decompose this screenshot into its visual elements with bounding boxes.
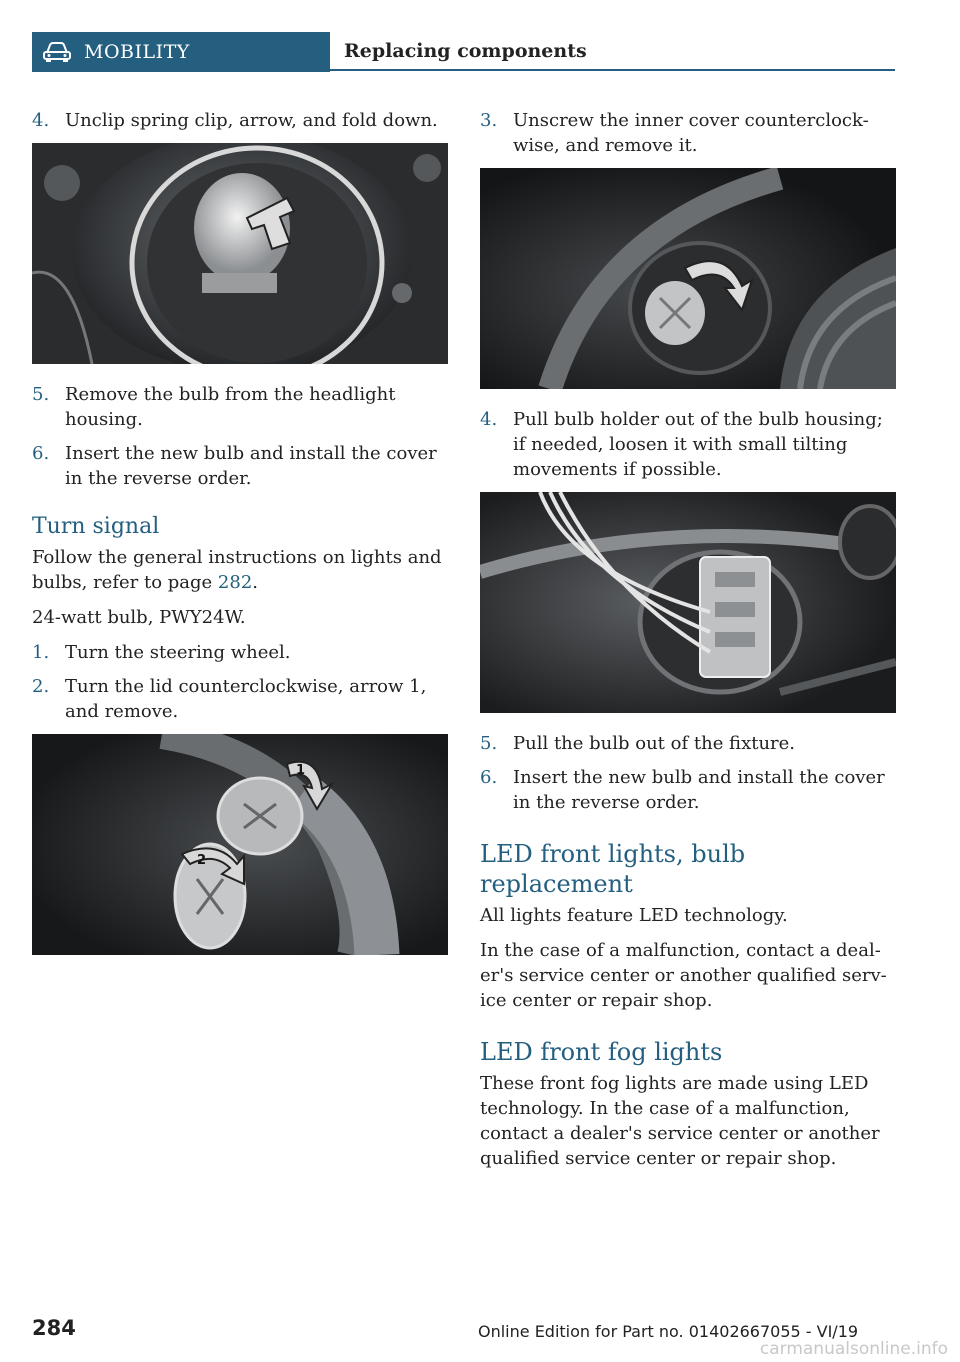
step-item xyxy=(32,674,448,724)
step-number: 3. xyxy=(480,110,498,131)
step-item xyxy=(480,731,896,756)
wheel-arch-covers-image xyxy=(32,734,448,955)
step-text: Remove the bulb from the headlight housing. xyxy=(65,384,396,430)
page-header xyxy=(32,32,895,72)
step-number: 2. xyxy=(32,676,50,697)
page-title: Replacing components xyxy=(344,40,587,62)
photo-arrow-label: 2 xyxy=(197,853,207,868)
watermark: carmanualsonline.info xyxy=(759,1339,948,1359)
paragraph: 24-watt bulb, PWY24W. xyxy=(32,607,246,628)
paragraph: In the case of a malfunction, contact a deal-er's service center or another qualified serv-ice center or repair shop. xyxy=(480,940,887,1011)
step-number: 5. xyxy=(32,384,50,405)
step-text: Turn the steering wheel. xyxy=(65,642,291,663)
inner-cover-image xyxy=(480,168,896,389)
step-item xyxy=(32,441,448,491)
step-text: Turn the lid counterclockwise, arrow 1, and remove. xyxy=(65,676,427,722)
section-heading: LED front lights, bulb replacement xyxy=(480,840,746,898)
edition-footer: Online Edition for Part no. 01402667055 - VI/19 xyxy=(478,1322,859,1341)
step-text: Pull the bulb out of the fixture. xyxy=(513,733,796,754)
section-tab xyxy=(32,32,330,72)
step-number: 6. xyxy=(480,767,498,788)
headlight-spring-clip-image xyxy=(32,143,448,364)
page-number: 284 xyxy=(32,1316,76,1340)
step-text: Insert the new bulb and install the cover in the reverse order. xyxy=(65,443,437,489)
photo-arrow-label: 1 xyxy=(296,763,306,778)
step-number: 6. xyxy=(32,443,50,464)
paragraph: These front fog lights are made using LED technology. In the case of a malfunction, contact a dealer's service center or another qualified service center or repair shop. xyxy=(480,1073,880,1169)
step-text: Unclip spring clip, arrow, and fold down. xyxy=(65,110,438,131)
paragraph: All lights feature LED technology. xyxy=(480,905,788,926)
step-item xyxy=(32,382,448,432)
paragraph-text: . xyxy=(252,572,259,593)
left-column xyxy=(32,108,448,973)
section-heading: LED front fog lights xyxy=(480,1038,723,1066)
paragraph xyxy=(32,545,448,595)
step-item xyxy=(480,765,896,815)
section-label: MOBILITY xyxy=(84,41,190,63)
header-rule xyxy=(330,69,895,71)
step-text: Pull bulb holder out of the bulb housing; if needed, loosen it with small tilting movements if possible. xyxy=(513,409,883,480)
step-item xyxy=(32,108,448,133)
paragraph-text: Follow the general instructions on lights and bulbs, refer to page xyxy=(32,547,442,593)
step-number: 4. xyxy=(32,110,50,131)
step-item xyxy=(480,407,896,482)
step-text: Unscrew the inner cover counterclock-wise, and remove it. xyxy=(513,110,869,156)
section-heading: Turn signal xyxy=(32,514,160,539)
step-item xyxy=(32,640,448,665)
step-number: 5. xyxy=(480,733,498,754)
step-number: 1. xyxy=(32,642,50,663)
step-text: Insert the new bulb and install the cover in the reverse order. xyxy=(513,767,885,813)
step-item xyxy=(480,108,896,158)
car-icon xyxy=(42,41,72,63)
bulb-holder-image xyxy=(480,492,896,713)
step-number: 4. xyxy=(480,409,498,430)
page-reference-link[interactable]: 282 xyxy=(217,572,253,593)
right-column xyxy=(480,108,896,1181)
